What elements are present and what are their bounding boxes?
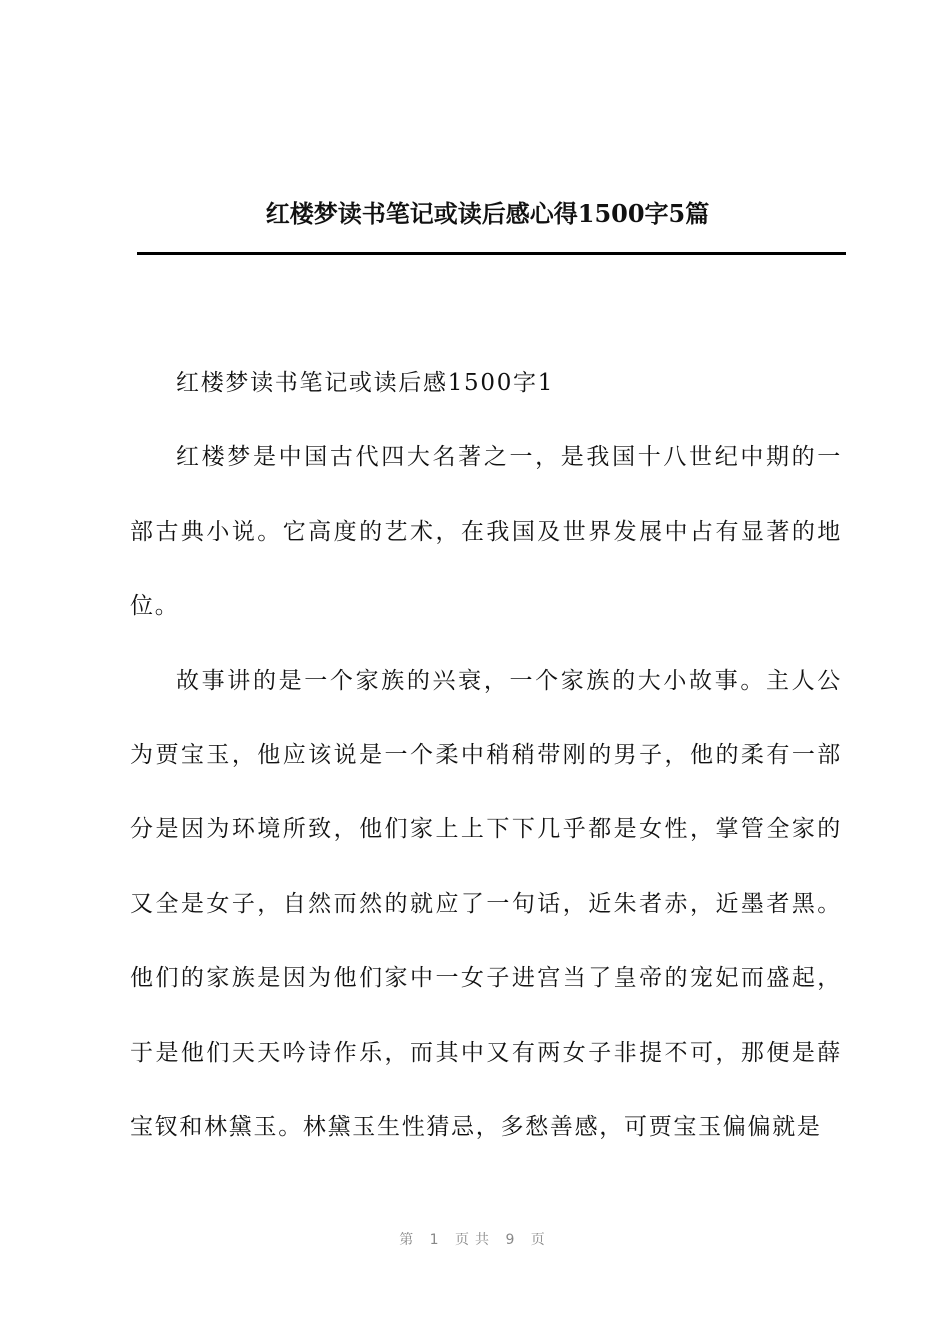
section-heading: 红楼梦读书笔记或读后感1500字1 [176, 370, 555, 396]
body-paragraph: 故事讲的是一个家族的兴衰，一个家族的大小故事。主人公为贾宝玉，他应该说是一个柔中稍稍带刚的男子，他的柔有一部分是因为环境所致，他们家上上下下几乎都是女性，掌管全家的又全是女子，自然而然的就应了一句话，近朱者赤，近墨者黑。他们的家族是因为他们家中一女子进宫当了皇帝的宠妃而盛起，于是他们天天吟诗作乐，而其中又有两女子非提不可，那便是薛宝钗和林黛玉。林黛玉生性猜忌，多愁善感，可贾宝玉偏偏就是 [130, 667, 842, 1141]
page-number: 第 1 页共 9 页 [399, 1232, 551, 1248]
document-title: 红楼梦读书笔记或读后感心得1500字5篇 [265, 199, 710, 228]
document-body [130, 346, 842, 1164]
title-divider [137, 252, 846, 255]
body-paragraph: 红楼梦是中国古代四大名著之一，是我国十八世纪中期的一部古典小说。它高度的艺术，在我国及世界发展中占有显著的地位。 [130, 444, 842, 620]
